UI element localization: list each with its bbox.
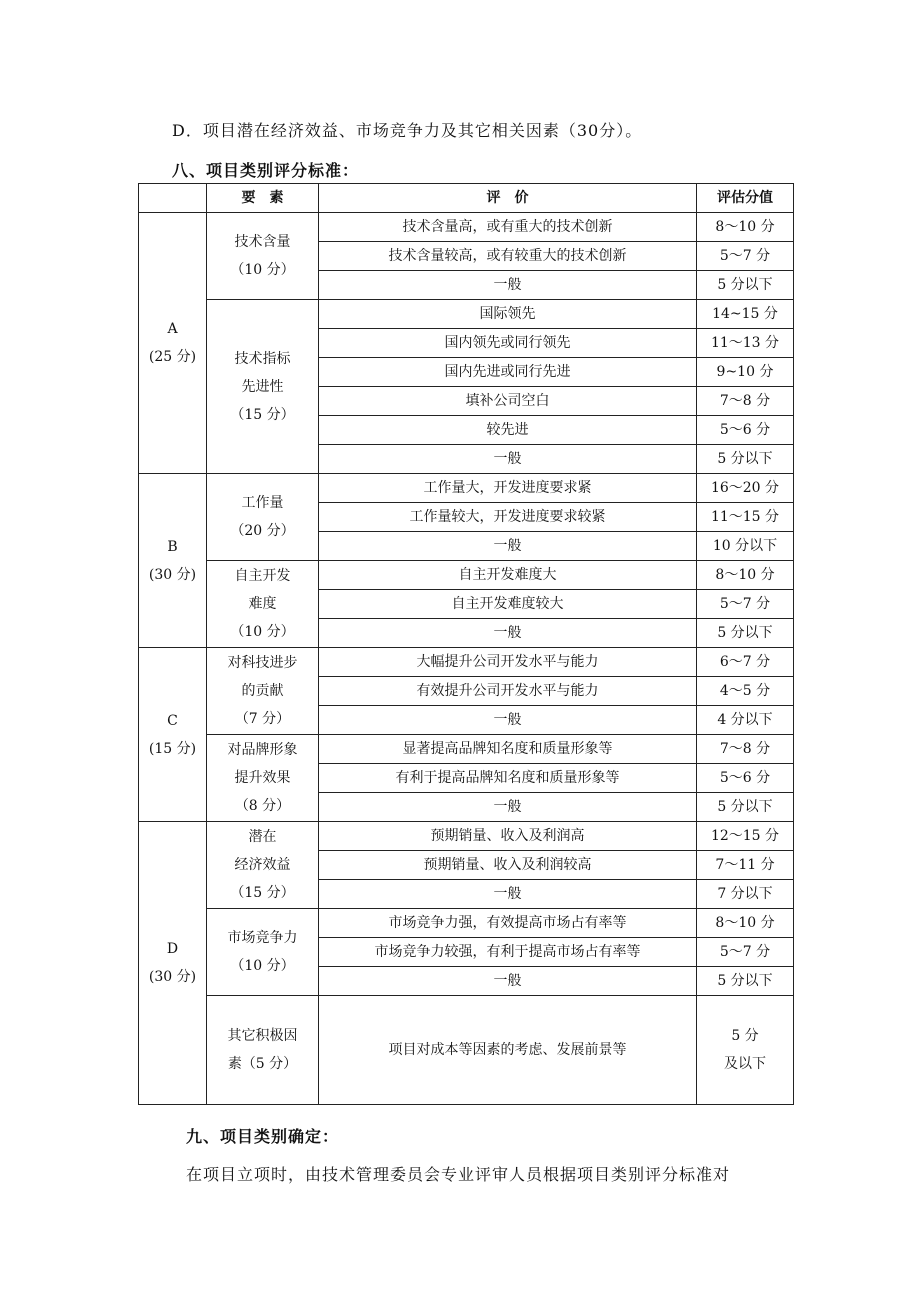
- factor-name-line: （7 分）: [234, 711, 291, 727]
- score-cell: 12～15 分: [697, 822, 794, 851]
- category-points: (15 分): [148, 740, 197, 757]
- score-cell: 5～7 分: [697, 938, 794, 967]
- score-cell: 7～8 分: [697, 387, 794, 416]
- evaluation-cell: 市场竞争力较强，有利于提高市场占有率等: [319, 938, 697, 967]
- category-code: A: [167, 321, 178, 337]
- factor-name-line: 市场竞争力: [227, 930, 298, 946]
- score-cell: 5 分以下: [697, 445, 794, 474]
- evaluation-cell: 较先进: [319, 416, 697, 445]
- section-9-title: 九、项目类别确定：: [186, 1127, 340, 1146]
- score-cell: 7～11 分: [697, 851, 794, 880]
- evaluation-cell: 预期销量、收入及利润高: [319, 822, 697, 851]
- factor-name-line: 的贡献: [241, 683, 284, 699]
- closing-line: 在项目立项时，由技术管理委员会专业评审人员根据项目类别评分标准对: [186, 1165, 731, 1184]
- factor-name-line: 先进性: [241, 378, 284, 395]
- evaluation-cell: 一般: [319, 706, 697, 735]
- table-header-row: [139, 184, 794, 213]
- factor-cell: [207, 213, 319, 300]
- evaluation-cell: 一般: [319, 793, 697, 822]
- table-body: [139, 213, 794, 1105]
- score-cell: 7～8 分: [697, 735, 794, 764]
- factor-name-line: （15 分）: [230, 885, 295, 901]
- table-row: [139, 561, 794, 590]
- factor-name-line: 对科技进步: [227, 655, 298, 671]
- score-cell: 5 分以下: [697, 271, 794, 300]
- factor-name-line: 潜在: [248, 829, 277, 845]
- score-cell: 14~15 分: [697, 300, 794, 329]
- category-points: (30 分): [148, 566, 197, 583]
- category-code: B: [167, 538, 178, 555]
- factor-name-line: 经济效益: [234, 857, 291, 873]
- score-cell: 4～5 分: [697, 677, 794, 706]
- evaluation-cell: 一般: [319, 619, 697, 648]
- factor-name-line: （15 分）: [230, 406, 295, 423]
- factor-cell: [207, 300, 319, 474]
- category-points: (30 分): [148, 969, 197, 985]
- score-cell: 5 分以下: [697, 619, 794, 648]
- evaluation-cell: 显著提高品牌知名度和质量形象等: [319, 735, 697, 764]
- evaluation-cell: 技术含量高，或有重大的技术创新: [319, 213, 697, 242]
- score-cell: 11～13 分: [697, 329, 794, 358]
- evaluation-cell: 项目对成本等因素的考虑、发展前景等: [319, 996, 697, 1105]
- factor-cell: [207, 648, 319, 735]
- table-row: [139, 474, 794, 503]
- score-line: 5 分: [731, 1028, 759, 1044]
- table-row: [139, 909, 794, 938]
- evaluation-cell: 国际领先: [319, 300, 697, 329]
- evaluation-cell: 技术含量较高，或有较重大的技术创新: [319, 242, 697, 271]
- score-cell: 5～6 分: [697, 416, 794, 445]
- factor-cell: [207, 735, 319, 822]
- table-row: [139, 300, 794, 329]
- evaluation-cell: 有效提升公司开发水平与能力: [319, 677, 697, 706]
- table-row: [139, 735, 794, 764]
- evaluation-cell: 自主开发难度较大: [319, 590, 697, 619]
- score-cell: 11～15 分: [697, 503, 794, 532]
- score-cell: 5 分以下: [697, 793, 794, 822]
- score-cell: 8～10 分: [697, 213, 794, 242]
- table-row: [139, 822, 794, 851]
- evaluation-cell: 国内领先或同行领先: [319, 329, 697, 358]
- evaluation-cell: 市场竞争力强，有效提高市场占有率等: [319, 909, 697, 938]
- intro-line: D．项目潜在经济效益、市场竞争力及其它相关因素（30分）。: [172, 121, 643, 140]
- evaluation-cell: 大幅提升公司开发水平与能力: [319, 648, 697, 677]
- category-cell: [139, 822, 207, 1105]
- factor-name-line: 难度: [248, 596, 277, 612]
- evaluation-cell: 一般: [319, 445, 697, 474]
- score-cell: 5 分以下: [697, 967, 794, 996]
- evaluation-cell: 一般: [319, 880, 697, 909]
- factor-cell: [207, 909, 319, 996]
- category-code: C: [167, 712, 178, 729]
- score-cell: 10 分以下: [697, 532, 794, 561]
- factor-name-line: 自主开发: [234, 568, 291, 584]
- score-cell: 4 分以下: [697, 706, 794, 735]
- evaluation-cell: 预期销量、收入及利润较高: [319, 851, 697, 880]
- factor-name-line: 工作量: [241, 495, 284, 511]
- factor-name-line: 提升效果: [234, 770, 291, 786]
- category-points: (25 分): [148, 349, 197, 365]
- category-code: D: [166, 941, 179, 957]
- category-cell: [139, 648, 207, 822]
- factor-cell: [207, 822, 319, 909]
- evaluation-cell: 一般: [319, 532, 697, 561]
- evaluation-cell: 有利于提高品牌知名度和质量形象等: [319, 764, 697, 793]
- factor-name-line: 素（5 分）: [227, 1056, 298, 1072]
- evaluation-cell: 填补公司空白: [319, 387, 697, 416]
- evaluation-cell: 国内先进或同行先进: [319, 358, 697, 387]
- factor-name-line: （20 分）: [230, 523, 295, 539]
- factor-name-line: 技术含量: [234, 234, 291, 250]
- table-row: [139, 648, 794, 677]
- category-cell: [139, 474, 207, 648]
- factor-cell: [207, 561, 319, 648]
- evaluation-cell: 工作量较大，开发进度要求较紧: [319, 503, 697, 532]
- factor-name-line: （10 分）: [230, 262, 295, 278]
- score-cell: 9~10 分: [697, 358, 794, 387]
- score-cell: 6～7 分: [697, 648, 794, 677]
- score-cell: 8～10 分: [697, 561, 794, 590]
- section-8-title: 八、项目类别评分标准：: [172, 161, 360, 180]
- factor-name-line: （8 分）: [234, 798, 291, 814]
- table-row: [139, 996, 794, 1105]
- factor-name-line: 技术指标: [234, 350, 291, 367]
- scoring-table: [138, 183, 794, 1105]
- category-cell: [139, 213, 207, 474]
- factor-cell: [207, 996, 319, 1105]
- score-cell: 5～7 分: [697, 590, 794, 619]
- score-cell: 5～7 分: [697, 242, 794, 271]
- evaluation-cell: 一般: [319, 967, 697, 996]
- score-line: 及以下: [724, 1056, 766, 1072]
- score-cell: 5～6 分: [697, 764, 794, 793]
- score-cell: 7 分以下: [697, 880, 794, 909]
- factor-name-line: 其它积极因: [227, 1028, 298, 1044]
- header-evaluation: 评 价: [319, 184, 697, 213]
- score-cell: 8～10 分: [697, 909, 794, 938]
- header-category: [139, 184, 207, 213]
- header-factor: 要 素: [207, 184, 319, 213]
- factor-cell: [207, 474, 319, 561]
- evaluation-cell: 工作量大，开发进度要求紧: [319, 474, 697, 503]
- header-score: 评估分值: [697, 184, 794, 213]
- evaluation-cell: 一般: [319, 271, 697, 300]
- factor-name-line: 对品牌形象: [227, 742, 298, 758]
- factor-name-line: （10 分）: [230, 958, 295, 974]
- table-row: [139, 213, 794, 242]
- factor-name-line: （10 分）: [230, 624, 295, 640]
- score-cell: [697, 996, 794, 1105]
- score-cell: 16～20 分: [697, 474, 794, 503]
- evaluation-cell: 自主开发难度大: [319, 561, 697, 590]
